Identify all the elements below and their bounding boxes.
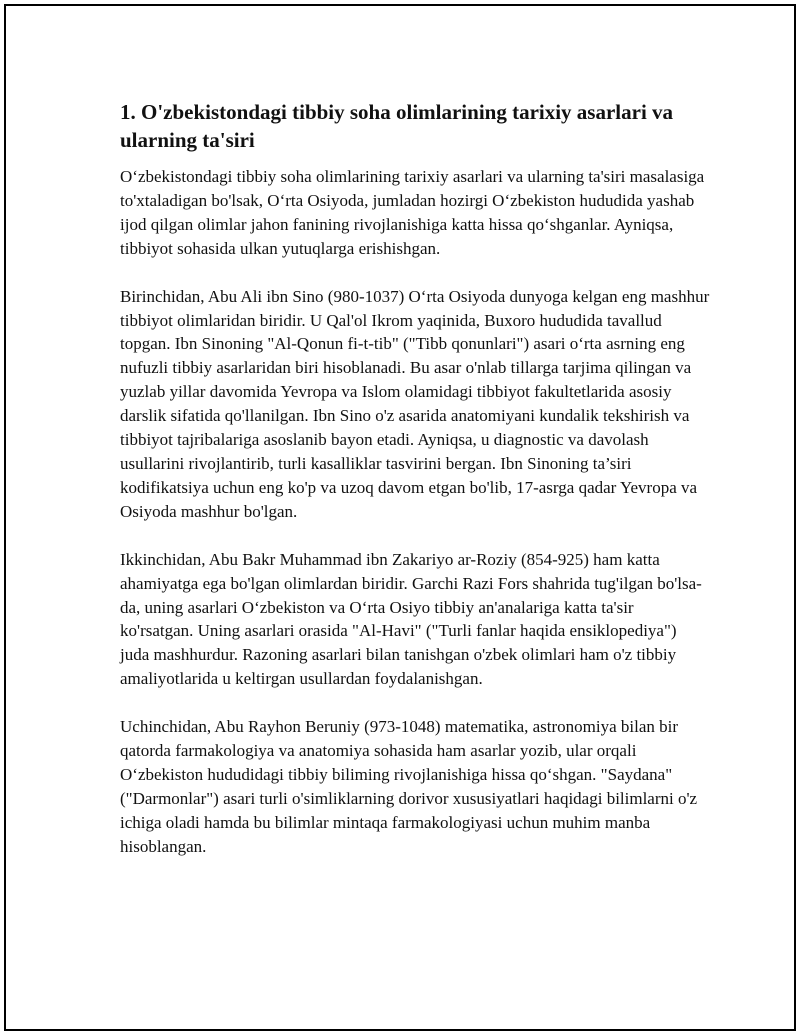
paragraph-ar-roziy: Ikkinchidan, Abu Bakr Muhammad ibn Zakariyo ar-Roziy (854-925) ham katta ahamiyatga ega bo'lgan olimlardan biridir. Garchi Razi Fors shahrida tug'ilgan bo'lsa-da, uning asarlari O‘zbekiston va O‘rta Osiyo tibbiy an'analariga katta ta'sir ko'rsatgan. Uning asarlari orasida "Al-Havi" ("Turli fanlar haqida ensiklopediya") juda mashhurdur. Razoning asarlari bilan tanishgan o'zbek olimlari ham o'z tibbiy amaliyotlarida u keltirgan usullardan foydalanishgan. [120,549,702,689]
document-body [120,98,710,883]
paragraph-intro: O‘zbekistondagi tibbiy soha olimlarining tarixiy asarlari va ularning ta'siri masalasiga to'xtaladigan bo'lsak, O‘rta Osiyoda, jumladan hozirgi O‘zbekiston hududida yashab ijod qilgan olimlar jahon fanining rivojlanishiga katta hissa qo‘shganlar. Ayniqsa, tibbiyot sohasida ulkan yutuqlarga erishishgan. [120,167,705,258]
page-frame [4,4,796,1031]
section-heading: 1. O'zbekistondagi tibbiy soha olimlarining tarixiy asarlari va ularning ta'siri [120,100,674,152]
paragraph-ibn-sino: Birinchidan, Abu Ali ibn Sino (980-1037) O‘rta Osiyoda dunyoga kelgan eng mashhur tibbiyot olimlaridan biridir. U Qal'ol Ikrom yaqinida, Buxoro hududida tavallud topgan. Ibn Sinoning "Al-Qonun fi-t-tib" ("Tibb qonunlari") asari o‘rta asrning eng nufuzli tibbiy asarlaridan biri hisoblanadi. Bu asar o'nlab tillarga tarjima qilingan va yuzlab yillar davomida Yevropa va Islom olamidagi tibbiyot fakultetlarida asosiy darslik sifatida qo'llanilgan. Ibn Sino o'z asarida anatomiyani kundalik tekshirish va tibbiyot tajribalariga asoslanib bayon etadi. Ayniqsa, u diagnostic va davolash usullarini rivojlantirib, turli kasalliklar tasvirini bergan. Ibn Sinoning ta’siri kodifikatsiya uchun eng ko'p va uzoq davom etgan bo'lib, 17-asrga qadar Yevropa va Osiyoda mashhur bo'lgan. [120,286,710,521]
paragraph-beruniy: Uchinchidan, Abu Rayhon Beruniy (973-1048) matematika, astronomiya bilan bir qatorda farmakologiya va anatomiya sohasida ham asarlar yozib, ular orqali O‘zbekiston hududidagi tibbiy biliming rivojlanishiga hissa qo‘shgan. "Saydana" ("Darmonlar") asari turli o'simliklarning dorivor xususiyatlari haqidagi bilimlarni o'z ichiga oladi hamda bu bilimlar mintaqa farmakologiyasi uchun muhim manba hisoblangan. [120,717,698,856]
